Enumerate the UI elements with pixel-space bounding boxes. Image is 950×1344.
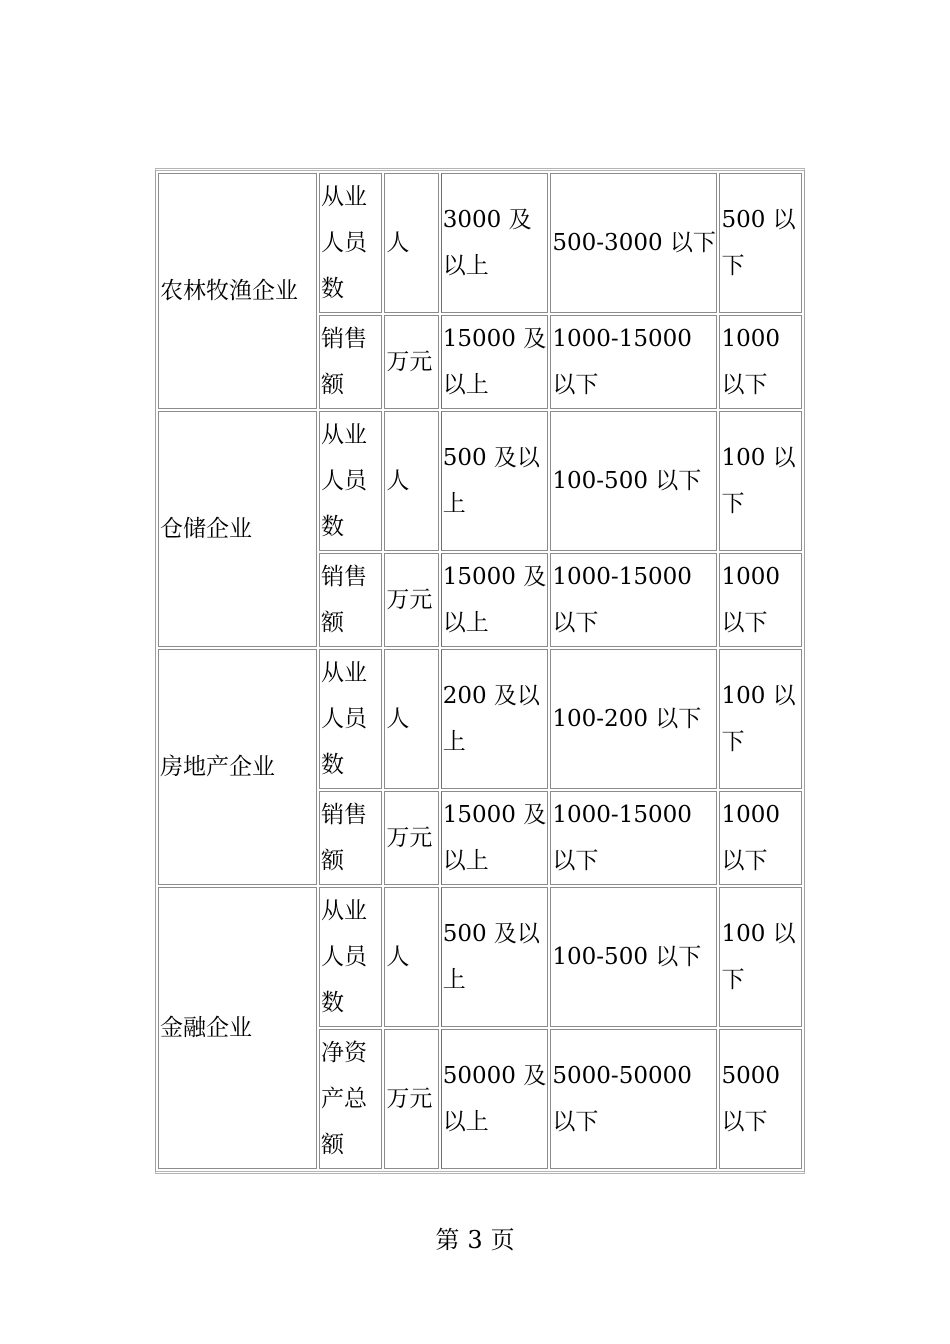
unit-cell: 人 bbox=[384, 649, 438, 789]
large-threshold-cell: 500 及以上 bbox=[441, 411, 549, 551]
table-row bbox=[158, 411, 802, 551]
small-threshold-cell: 1000 以下 bbox=[719, 553, 802, 647]
small-threshold-cell: 5000 以下 bbox=[719, 1029, 802, 1169]
medium-threshold-cell: 1000-15000 以下 bbox=[550, 315, 717, 409]
small-threshold-cell: 100 以下 bbox=[719, 649, 802, 789]
large-threshold-cell: 15000 及以上 bbox=[441, 315, 549, 409]
large-threshold-cell: 200 及以上 bbox=[441, 649, 549, 789]
page-number-prefix: 第 bbox=[435, 1226, 460, 1254]
unit-cell: 万元 bbox=[384, 791, 438, 885]
indicator-cell: 从业人员数 bbox=[319, 173, 382, 313]
unit-cell: 人 bbox=[384, 887, 438, 1027]
indicator-cell: 从业人员数 bbox=[319, 887, 382, 1027]
indicator-cell: 销售额 bbox=[319, 791, 382, 885]
indicator-cell: 从业人员数 bbox=[319, 649, 382, 789]
small-threshold-cell: 1000 以下 bbox=[719, 791, 802, 885]
page-number-suffix: 页 bbox=[490, 1226, 515, 1254]
industry-cell: 农林牧渔企业 bbox=[158, 173, 317, 409]
industry-cell: 仓储企业 bbox=[158, 411, 317, 647]
unit-cell: 万元 bbox=[384, 553, 438, 647]
table-row bbox=[158, 173, 802, 313]
large-threshold-cell: 500 及以上 bbox=[441, 887, 549, 1027]
table-row bbox=[158, 649, 802, 789]
unit-cell: 万元 bbox=[384, 315, 438, 409]
medium-threshold-cell: 5000-50000 以下 bbox=[550, 1029, 717, 1169]
small-threshold-cell: 1000 以下 bbox=[719, 315, 802, 409]
medium-threshold-cell: 100-500 以下 bbox=[550, 887, 717, 1027]
page-number bbox=[0, 1220, 950, 1255]
industry-cell: 金融企业 bbox=[158, 887, 317, 1169]
large-threshold-cell: 15000 及以上 bbox=[441, 791, 549, 885]
indicator-cell: 净资产总额 bbox=[319, 1029, 382, 1169]
large-threshold-cell: 3000 及以上 bbox=[441, 173, 549, 313]
medium-threshold-cell: 500-3000 以下 bbox=[550, 173, 717, 313]
indicator-cell: 销售额 bbox=[319, 553, 382, 647]
small-threshold-cell: 100 以下 bbox=[719, 411, 802, 551]
medium-threshold-cell: 100-500 以下 bbox=[550, 411, 717, 551]
large-threshold-cell: 15000 及以上 bbox=[441, 553, 549, 647]
unit-cell: 人 bbox=[384, 411, 438, 551]
table-row bbox=[158, 887, 802, 1027]
page-number-value: 3 bbox=[467, 1226, 483, 1254]
indicator-cell: 从业人员数 bbox=[319, 411, 382, 551]
industry-cell: 房地产企业 bbox=[158, 649, 317, 885]
small-threshold-cell: 100 以下 bbox=[719, 887, 802, 1027]
medium-threshold-cell: 1000-15000 以下 bbox=[550, 553, 717, 647]
unit-cell: 万元 bbox=[384, 1029, 438, 1169]
indicator-cell: 销售额 bbox=[319, 315, 382, 409]
medium-threshold-cell: 100-200 以下 bbox=[550, 649, 717, 789]
large-threshold-cell: 50000 及以上 bbox=[441, 1029, 549, 1169]
size-standards-table bbox=[155, 168, 805, 1174]
medium-threshold-cell: 1000-15000 以下 bbox=[550, 791, 717, 885]
small-threshold-cell: 500 以下 bbox=[719, 173, 802, 313]
unit-cell: 人 bbox=[384, 173, 438, 313]
